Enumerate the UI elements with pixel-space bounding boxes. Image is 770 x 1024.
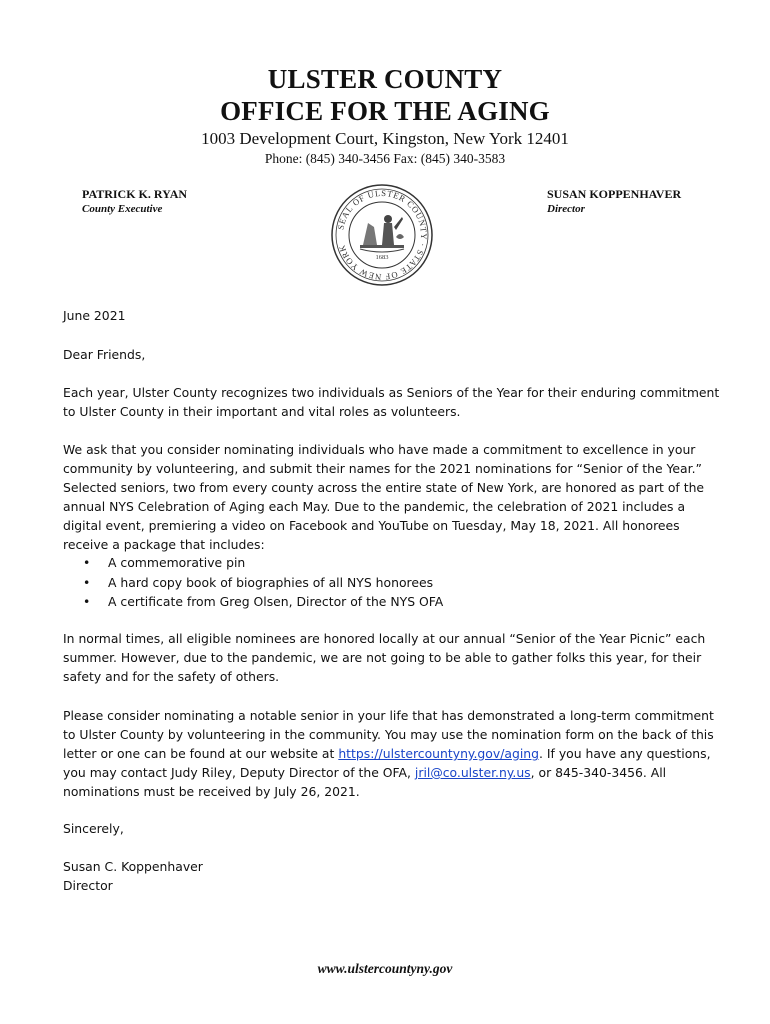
seal-year: 1683 (375, 254, 389, 261)
paragraph-2: We ask that you consider nominating individuals who have made a commitment to excellence in your community by volunteering, and submit their names for the 2021 nominations for “Senior of the Year.” Selected seniors, two from every county across the entire state of New York, are honored as part of the annual NYS Celebration of Aging each May. Due to the pandemic, the celebration of 2021 includes a digital event, premiering a video on Facebook and YouTube on Tuesday, May 18, 2021. All honorees receive a package that includes: (63, 442, 705, 552)
director-name: SUSAN KOPPENHAVER (547, 187, 682, 201)
letterhead-address: 1003 Development Court, Kingston, New York 12401 (201, 129, 569, 148)
honoree-package-list (83, 553, 683, 612)
contact-email-link[interactable]: jril@co.ulster.ny.us (414, 765, 531, 780)
paragraph-1: Each year, Ulster County recognizes two individuals as Seniors of the Year for their enduring commitment to Ulster County in their important and vital roles as volunteers. (63, 385, 720, 419)
paragraph-4 (63, 706, 723, 801)
county-executive-title: County Executive (82, 203, 163, 215)
paragraph-4-text-b: . If you have any questions, you may contact Judy Riley, Deputy Director of the OFA, (63, 746, 711, 780)
letter-salutation: Dear Friends, (63, 347, 146, 362)
letter-date: June 2021 (63, 308, 126, 323)
paragraph-4-text-a: Please consider nominating a notable senior in your life that has demonstrated a long-term commitment to Ulster County by volunteering in the community. You may use the nomination form on the back of this letter or one can be found at our website at (63, 708, 714, 761)
seal-ring-text: SEAL OF ULSTER COUNTY · STATE OF NEW YORK (335, 187, 430, 283)
aging-website-link[interactable]: https://ulstercountyny.gov/aging (338, 746, 539, 761)
letter-closing: Sincerely, (63, 821, 124, 836)
director-title: Director (547, 203, 585, 215)
letterhead-title-line2: OFFICE FOR THE AGING (220, 96, 550, 126)
list-item: • A certificate from Greg Olsen, Director of the NYS OFA (83, 592, 683, 612)
paragraph-4-text-c: , or 845-340-3456. All nominations must be received by July 26, 2021. (63, 765, 667, 799)
footer-website: www.ulstercountyny.gov (317, 961, 453, 976)
letterhead-title-line1: ULSTER COUNTY (267, 64, 503, 94)
county-seal-icon (330, 183, 434, 287)
signer-name: Susan C. Koppenhaver (63, 859, 203, 874)
county-executive-name: PATRICK K. RYAN (82, 187, 188, 201)
signer-title: Director (63, 878, 113, 893)
paragraph-3: In normal times, all eligible nominees are honored locally at our annual “Senior of the Year Picnic” each summer. However, due to the pandemic, we are not going to be able to gather folks this year, for their safety and for the safety of others. (63, 631, 706, 684)
letterhead-phone: Phone: (845) 340-3456 Fax: (845) 340-3583 (264, 151, 506, 166)
list-item: • A hard copy book of biographies of all NYS honorees (83, 573, 683, 593)
list-item: • A commemorative pin (83, 553, 683, 573)
